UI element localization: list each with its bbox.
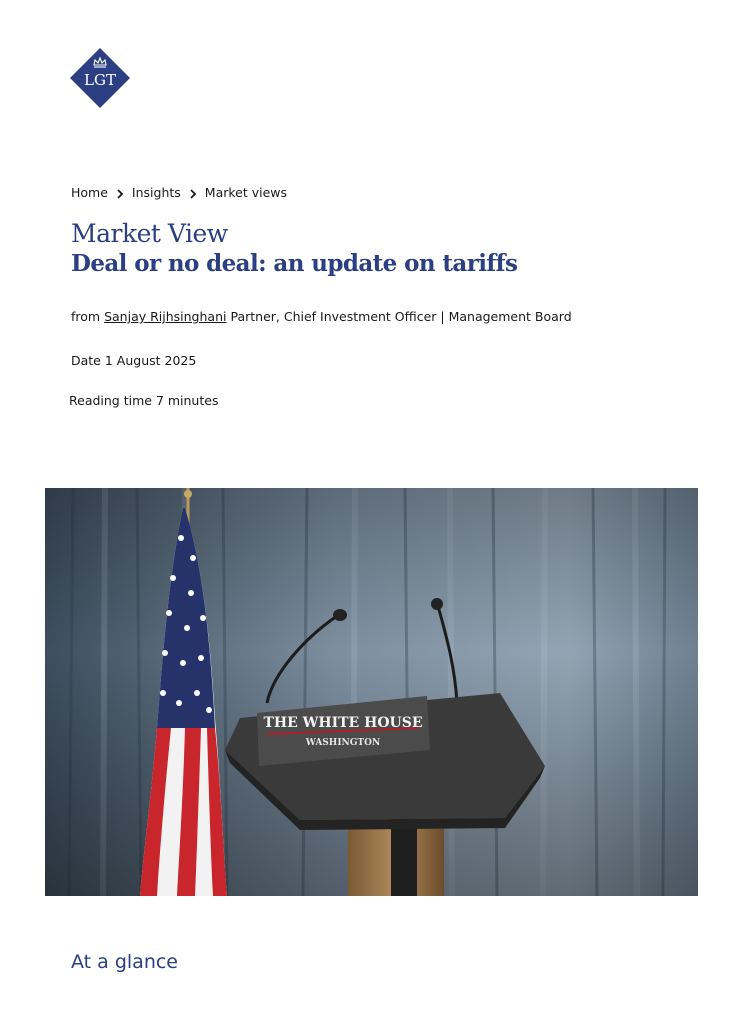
author-link[interactable]: Sanjay Rijhsinghani	[104, 309, 227, 324]
article-title: Deal or no deal: an update on tariffs	[71, 250, 518, 277]
breadcrumb-market-views[interactable]: Market views	[204, 185, 288, 200]
author-line	[71, 309, 572, 324]
svg-text:LGT: LGT	[84, 71, 116, 89]
date-line	[71, 353, 196, 368]
breadcrumb-insights[interactable]: Insights	[131, 185, 181, 200]
article-kicker: Market View	[71, 219, 228, 248]
date-value: 1 August 2025	[104, 353, 197, 368]
section-heading-at-a-glance: At a glance	[71, 951, 178, 973]
date-label: Date	[71, 353, 101, 368]
lgt-logo[interactable]	[70, 48, 130, 108]
hero-image	[45, 488, 698, 896]
reading-time-label: Reading time	[69, 393, 152, 408]
author-role: Partner, Chief Investment Officer | Management Board	[230, 309, 572, 324]
author-prefix: from	[71, 309, 101, 324]
svg-text:THE WHITE HOUSE: THE WHITE HOUSE	[263, 715, 423, 731]
reading-time-line	[69, 393, 218, 408]
chevron-right-icon	[108, 185, 132, 200]
chevron-right-icon	[181, 185, 205, 200]
breadcrumb	[71, 185, 287, 200]
reading-time-value: 7 minutes	[155, 393, 219, 408]
breadcrumb-home[interactable]: Home	[71, 185, 108, 200]
svg-text:WASHINGTON: WASHINGTON	[305, 738, 381, 748]
